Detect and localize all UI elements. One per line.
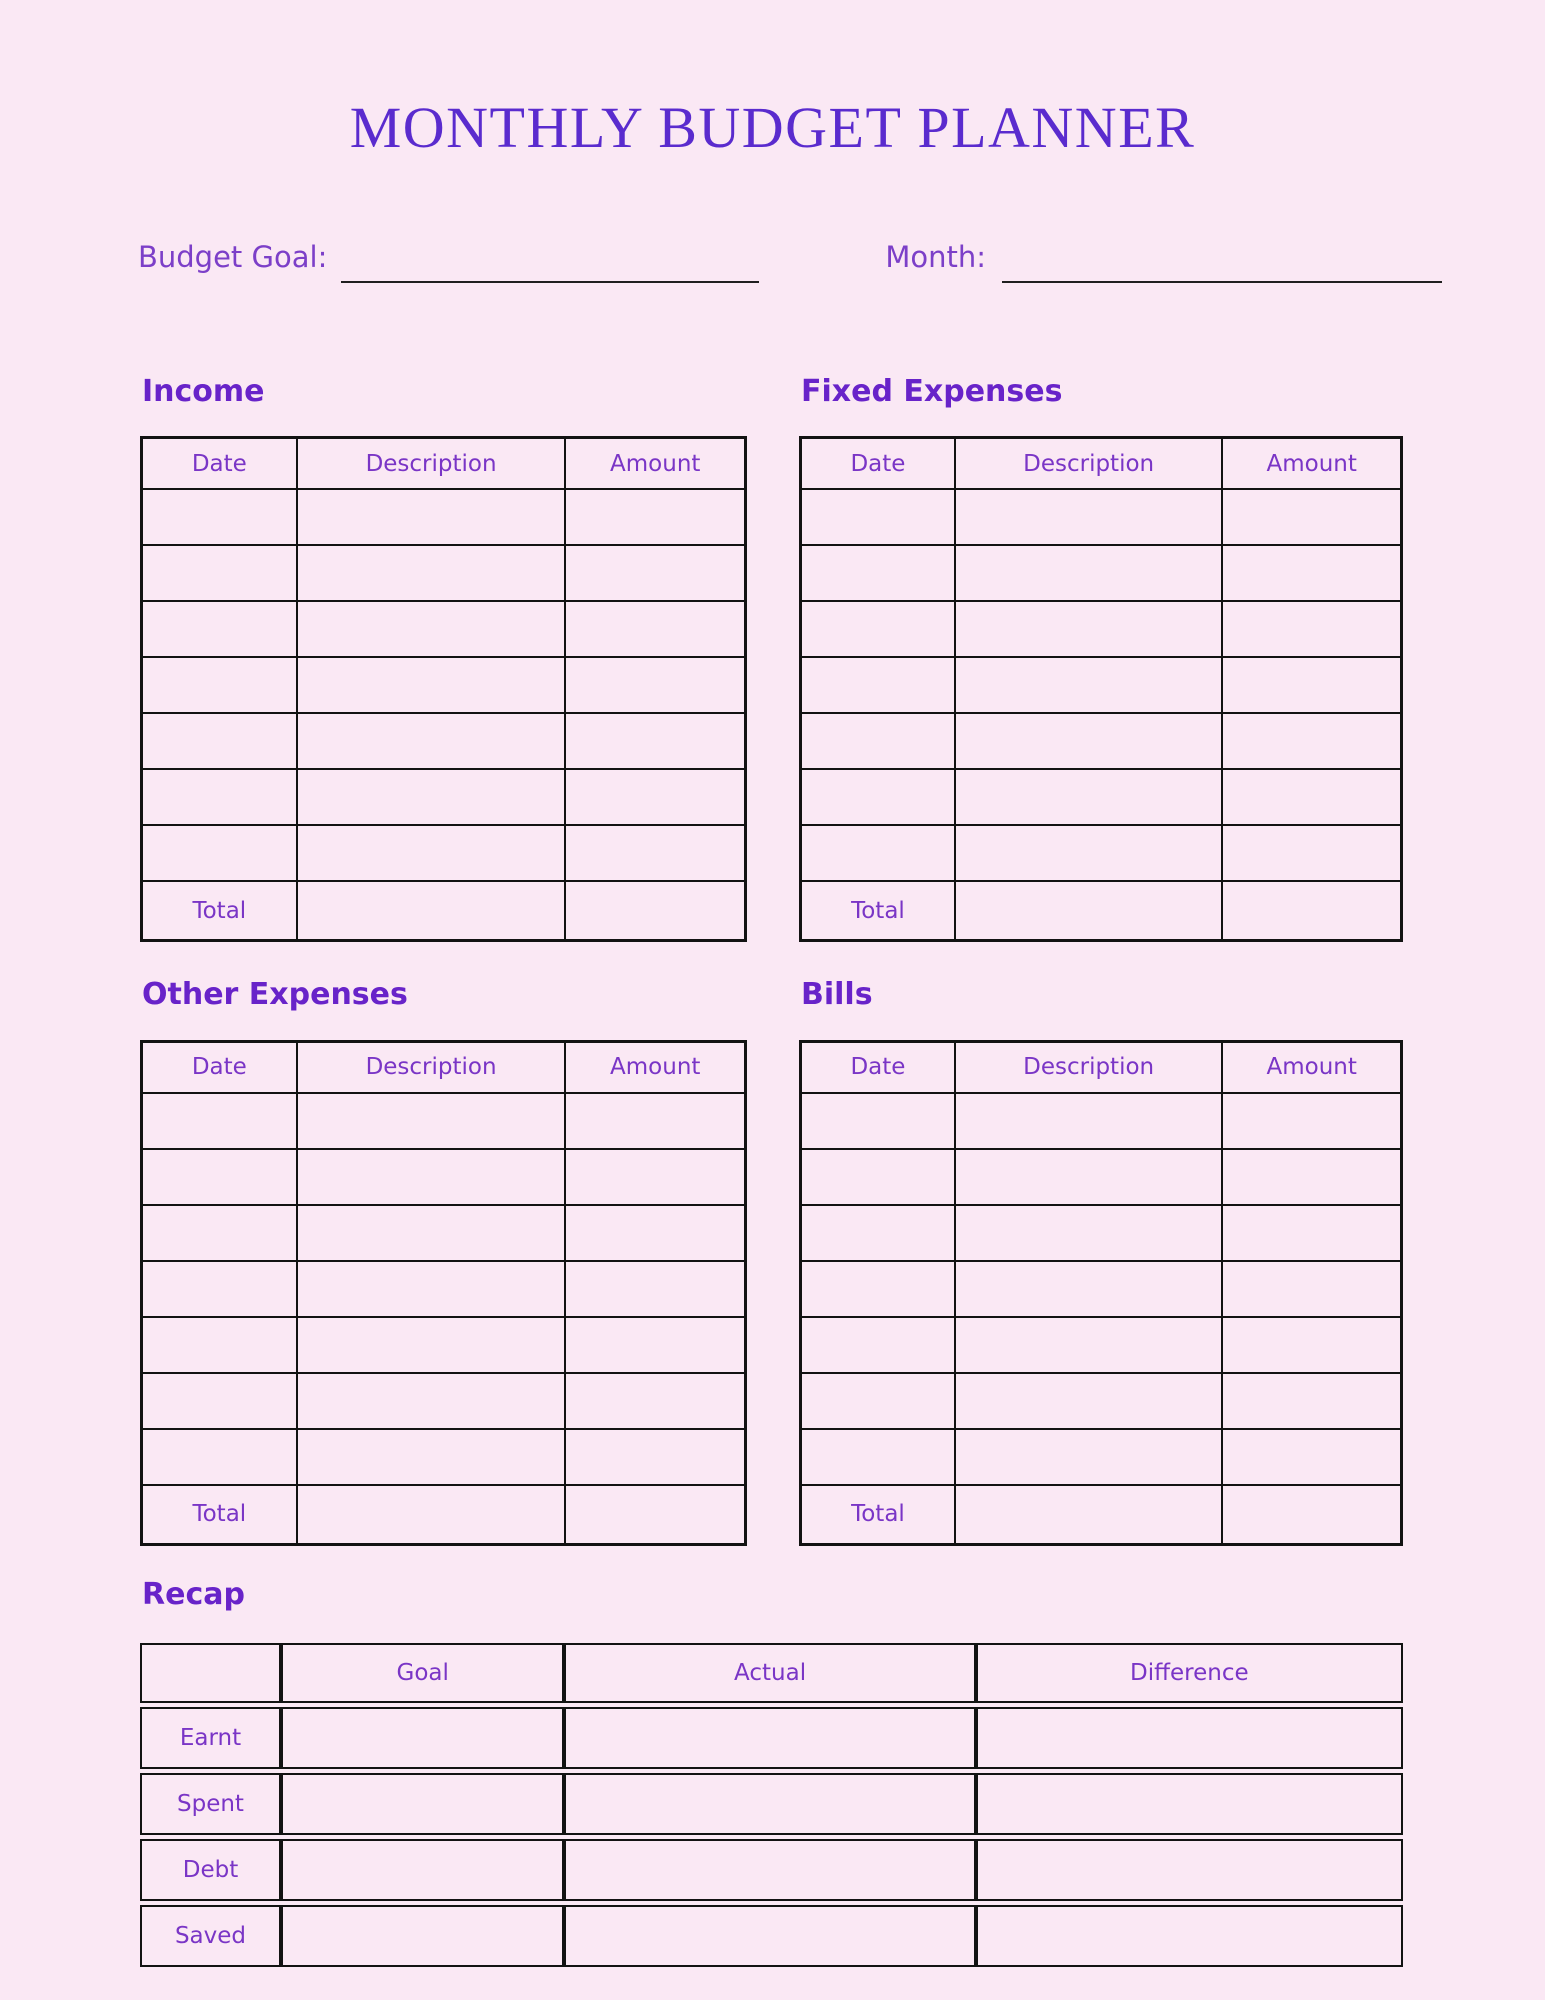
- total-label: Total: [142, 1485, 297, 1545]
- description-cell[interactable]: [297, 601, 566, 657]
- date-cell[interactable]: [801, 1093, 955, 1149]
- header-row: [801, 1041, 1402, 1093]
- table-row: [142, 1373, 746, 1429]
- header-row: [142, 438, 746, 490]
- date-cell[interactable]: [801, 545, 955, 601]
- section-other-expenses: [140, 976, 747, 1546]
- page-title: MONTHLY BUDGET PLANNER: [349, 95, 1196, 160]
- total-row: [801, 881, 1402, 941]
- table-row: [142, 825, 746, 881]
- amount-cell[interactable]: [1222, 1205, 1401, 1261]
- recap-row-saved: [140, 1905, 1403, 1967]
- amount-cell[interactable]: [565, 545, 745, 601]
- table-row: [142, 1093, 746, 1149]
- recap-actual-cell[interactable]: [564, 1773, 975, 1835]
- col-amount: Amount: [565, 1041, 745, 1093]
- amount-cell[interactable]: [565, 1261, 745, 1317]
- table-row: [801, 545, 1402, 601]
- table-row: [801, 1149, 1402, 1205]
- date-cell[interactable]: [142, 769, 297, 825]
- amount-cell[interactable]: [1222, 713, 1401, 769]
- recap-difference-cell[interactable]: [976, 1839, 1403, 1901]
- total-row: [142, 1485, 746, 1545]
- section-recap: [140, 1576, 1403, 1972]
- recap-actual-cell[interactable]: [564, 1905, 975, 1967]
- amount-cell[interactable]: [1222, 1373, 1401, 1429]
- description-cell[interactable]: [297, 545, 566, 601]
- total-row: [142, 881, 746, 941]
- total-amount-cell[interactable]: [565, 881, 745, 941]
- income-title: Income: [142, 373, 265, 409]
- description-cell[interactable]: [297, 1429, 566, 1485]
- amount-cell[interactable]: [565, 1317, 745, 1373]
- amount-cell[interactable]: [565, 769, 745, 825]
- other-expenses-title: Other Expenses: [142, 977, 408, 1013]
- income-table: [140, 436, 747, 942]
- header-row: [801, 438, 1402, 490]
- table-row: [142, 1149, 746, 1205]
- recap-col-difference: Difference: [976, 1643, 1403, 1703]
- budget-goal-field: [138, 240, 759, 275]
- description-cell[interactable]: [297, 1205, 566, 1261]
- date-cell[interactable]: [801, 657, 955, 713]
- table-row: [801, 1093, 1402, 1149]
- table-row: [142, 769, 746, 825]
- table-row: [801, 601, 1402, 657]
- col-date: Date: [142, 438, 297, 490]
- col-description: Description: [955, 1041, 1222, 1093]
- table-row: [801, 657, 1402, 713]
- total-label: Total: [801, 881, 955, 941]
- recap-actual-cell[interactable]: [564, 1839, 975, 1901]
- description-cell[interactable]: [297, 713, 566, 769]
- recap-col-empty: [140, 1643, 281, 1703]
- amount-cell[interactable]: [565, 1149, 745, 1205]
- amount-cell[interactable]: [1222, 601, 1401, 657]
- total-description-cell[interactable]: [955, 1485, 1222, 1545]
- date-cell[interactable]: [801, 1261, 955, 1317]
- description-cell[interactable]: [955, 1261, 1222, 1317]
- total-amount-cell[interactable]: [1222, 881, 1401, 941]
- table-row: [142, 713, 746, 769]
- recap-goal-cell[interactable]: [281, 1839, 565, 1901]
- recap-row-earnt: [140, 1707, 1403, 1769]
- date-cell[interactable]: [142, 1317, 297, 1373]
- col-amount: Amount: [1222, 1041, 1401, 1093]
- description-cell[interactable]: [955, 1149, 1222, 1205]
- tables-grid: [140, 373, 1545, 1546]
- table-row: [801, 713, 1402, 769]
- table-row: [801, 1429, 1402, 1485]
- total-description-cell[interactable]: [297, 881, 566, 941]
- table-row: [801, 1373, 1402, 1429]
- table-row: [142, 545, 746, 601]
- amount-cell[interactable]: [565, 657, 745, 713]
- description-cell[interactable]: [955, 489, 1222, 545]
- amount-cell[interactable]: [1222, 1429, 1401, 1485]
- description-cell[interactable]: [297, 1093, 566, 1149]
- amount-cell[interactable]: [565, 825, 745, 881]
- table-row: [801, 769, 1402, 825]
- description-cell[interactable]: [955, 657, 1222, 713]
- description-cell[interactable]: [297, 1373, 566, 1429]
- col-date: Date: [801, 1041, 955, 1093]
- description-cell[interactable]: [297, 489, 566, 545]
- recap-goal-cell[interactable]: [281, 1905, 565, 1967]
- description-cell[interactable]: [955, 1373, 1222, 1429]
- total-label: Total: [801, 1485, 955, 1545]
- date-cell[interactable]: [801, 1317, 955, 1373]
- month-label: Month:: [885, 239, 987, 274]
- description-cell[interactable]: [297, 1261, 566, 1317]
- date-cell[interactable]: [142, 1261, 297, 1317]
- header-fields: [138, 240, 1545, 275]
- section-bills: [799, 976, 1403, 1546]
- description-cell[interactable]: [955, 601, 1222, 657]
- table-row: [142, 601, 746, 657]
- table-row: [801, 1205, 1402, 1261]
- amount-cell[interactable]: [565, 489, 745, 545]
- col-date: Date: [801, 438, 955, 490]
- recap-table: [140, 1639, 1403, 1971]
- total-description-cell[interactable]: [297, 1485, 566, 1545]
- section-fixed-expenses: [799, 373, 1403, 943]
- date-cell[interactable]: [142, 825, 297, 881]
- table-row: [142, 1261, 746, 1317]
- bills-table: [799, 1040, 1403, 1546]
- description-cell[interactable]: [955, 825, 1222, 881]
- col-description: Description: [297, 1041, 566, 1093]
- amount-cell[interactable]: [1222, 825, 1401, 881]
- month-input[interactable]: [1002, 271, 1442, 283]
- recap-row-debt: [140, 1839, 1403, 1901]
- description-cell[interactable]: [297, 657, 566, 713]
- other-expenses-table: [140, 1040, 747, 1546]
- date-cell[interactable]: [801, 1429, 955, 1485]
- date-cell[interactable]: [801, 489, 955, 545]
- table-row: [142, 1205, 746, 1261]
- date-cell[interactable]: [801, 1373, 955, 1429]
- col-description: Description: [955, 438, 1222, 490]
- budget-goal-label: Budget Goal:: [138, 239, 328, 274]
- recap-title: Recap: [142, 1576, 245, 1612]
- date-cell[interactable]: [801, 1205, 955, 1261]
- budget-goal-input[interactable]: [341, 271, 759, 283]
- description-cell[interactable]: [297, 769, 566, 825]
- total-description-cell[interactable]: [955, 881, 1222, 941]
- recap-col-goal: Goal: [281, 1643, 565, 1703]
- amount-cell[interactable]: [1222, 1149, 1401, 1205]
- amount-cell[interactable]: [565, 1093, 745, 1149]
- recap-row-label: Spent: [140, 1773, 281, 1835]
- total-label: Total: [142, 881, 297, 941]
- amount-cell[interactable]: [1222, 657, 1401, 713]
- description-cell[interactable]: [955, 545, 1222, 601]
- description-cell[interactable]: [955, 1093, 1222, 1149]
- table-row: [801, 1261, 1402, 1317]
- amount-cell[interactable]: [1222, 1317, 1401, 1373]
- date-cell[interactable]: [142, 1149, 297, 1205]
- recap-goal-cell[interactable]: [281, 1707, 565, 1769]
- description-cell[interactable]: [955, 1317, 1222, 1373]
- header-row: [142, 1041, 746, 1093]
- date-cell[interactable]: [142, 1373, 297, 1429]
- recap-difference-cell[interactable]: [976, 1905, 1403, 1967]
- table-row: [142, 1429, 746, 1485]
- date-cell[interactable]: [801, 1149, 955, 1205]
- col-amount: Amount: [565, 438, 745, 490]
- description-cell[interactable]: [297, 1149, 566, 1205]
- recap-actual-cell[interactable]: [564, 1707, 975, 1769]
- date-cell[interactable]: [801, 825, 955, 881]
- description-cell[interactable]: [297, 1317, 566, 1373]
- amount-cell[interactable]: [1222, 1093, 1401, 1149]
- date-cell[interactable]: [142, 657, 297, 713]
- recap-difference-cell[interactable]: [976, 1707, 1403, 1769]
- amount-cell[interactable]: [565, 1373, 745, 1429]
- recap-col-actual: Actual: [564, 1643, 975, 1703]
- table-row: [142, 657, 746, 713]
- amount-cell[interactable]: [1222, 769, 1401, 825]
- table-row: [142, 489, 746, 545]
- bills-title: Bills: [801, 977, 873, 1013]
- recap-row-label: Saved: [140, 1905, 281, 1967]
- date-cell[interactable]: [142, 1093, 297, 1149]
- description-cell[interactable]: [297, 825, 566, 881]
- description-cell[interactable]: [955, 713, 1222, 769]
- recap-row-label: Earnt: [140, 1707, 281, 1769]
- table-row: [801, 825, 1402, 881]
- table-row: [801, 1317, 1402, 1373]
- total-amount-cell[interactable]: [565, 1485, 745, 1545]
- description-cell[interactable]: [955, 1205, 1222, 1261]
- month-field: [885, 240, 1442, 275]
- recap-row-label: Debt: [140, 1839, 281, 1901]
- total-amount-cell[interactable]: [1222, 1485, 1401, 1545]
- description-cell[interactable]: [955, 1429, 1222, 1485]
- recap-goal-cell[interactable]: [281, 1773, 565, 1835]
- table-row: [142, 1317, 746, 1373]
- description-cell[interactable]: [955, 769, 1222, 825]
- amount-cell[interactable]: [1222, 489, 1401, 545]
- date-cell[interactable]: [142, 1429, 297, 1485]
- table-row: [801, 489, 1402, 545]
- amount-cell[interactable]: [565, 1429, 745, 1485]
- date-cell[interactable]: [142, 713, 297, 769]
- recap-header-row: [140, 1643, 1403, 1703]
- fixed-expenses-title: Fixed Expenses: [801, 373, 1063, 409]
- recap-row-spent: [140, 1773, 1403, 1835]
- date-cell[interactable]: [142, 1205, 297, 1261]
- recap-difference-cell[interactable]: [976, 1773, 1403, 1835]
- fixed-expenses-table: [799, 436, 1403, 942]
- total-row: [801, 1485, 1402, 1545]
- date-cell[interactable]: [801, 769, 955, 825]
- amount-cell[interactable]: [1222, 545, 1401, 601]
- amount-cell[interactable]: [565, 713, 745, 769]
- col-date: Date: [142, 1041, 297, 1093]
- col-amount: Amount: [1222, 438, 1401, 490]
- amount-cell[interactable]: [565, 1205, 745, 1261]
- date-cell[interactable]: [801, 601, 955, 657]
- date-cell[interactable]: [801, 713, 955, 769]
- date-cell[interactable]: [142, 545, 297, 601]
- date-cell[interactable]: [142, 489, 297, 545]
- amount-cell[interactable]: [1222, 1261, 1401, 1317]
- amount-cell[interactable]: [565, 601, 745, 657]
- col-description: Description: [297, 438, 566, 490]
- date-cell[interactable]: [142, 601, 297, 657]
- section-income: [140, 373, 747, 943]
